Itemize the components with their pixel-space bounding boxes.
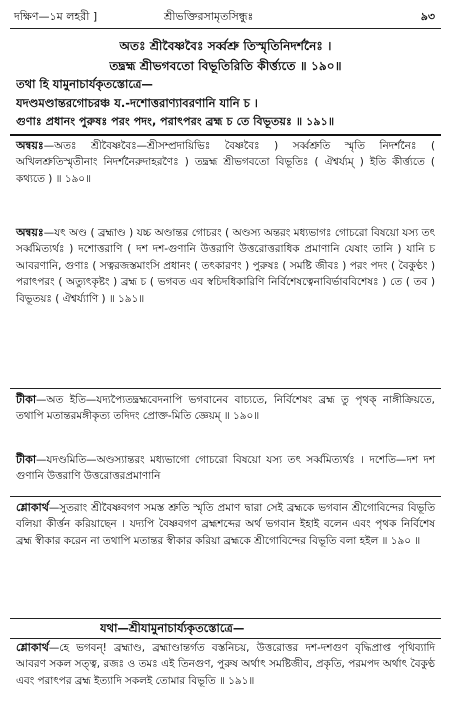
verse-line-5: গুণাঃ প্রধানং পুরুষঃ পরং পদং, পরাৎপরং ব্রহ্ম চ তে বিভূতয়ঃ ॥ ১৯১॥ bbox=[16, 115, 335, 128]
anvaya-block-2 bbox=[16, 225, 435, 391]
verse-intro: তথা হি যামুনাচার্যকৃতস্তোত্রে— bbox=[16, 77, 153, 91]
header-divider bbox=[10, 28, 441, 29]
anvaya-text: —অতঃ শ্রীবৈষ্ণবৈঃ—শ্রীসম্প্রদায়িভিঃ বৈষ্ণবৈঃ ) সর্ব্বশ্রুতি স্মৃতি নিদর্শনৈঃ ( অখিলশ্রুতিস্মৃতীনাং নিদর্শনৈরুদাহরণৈঃ ) তদ্ব্রহ্ম শ্রীভগবতো বিভূতিঃ ( ঐশ্বর্য্যম্ ) ইতি কীর্ত্ত্যতে ( কথ্যতে ) ॥ ১৯০॥ bbox=[16, 140, 435, 185]
tika-text: —যদণ্ডমিতি—অণ্ডস্যান্তরং মধ্যভাগো গোচরো বিষয়ো যস্য তৎ সর্ব্বমিত্যর্থঃ । দশেতি—দশ দশ গুণানি উত্তরাণি উত্তরোত্তরপ্রমাণানি bbox=[16, 454, 435, 483]
section-divider bbox=[10, 638, 441, 639]
anvaya-text: —যৎ অণ্ড ( ব্রহ্মাণ্ড ) যচ্চ অণ্ডান্তর গোচরং ( অণ্ডস্য অন্তরং মধ্যভাগঃ গোচরো বিষয়ো যস্য তৎ সর্ব্বমিত্যর্থঃ ) দশোত্তরাণি ( দশ দশ-গুণানি উত্তরাণি উত্তরোত্তরাধিক প্রমাণানি যেষাং তানি ) যানি চ আবরণানি, গুণাঃ ( সত্বরজস্তমাংসি প্রধানং ( তৎকারণং ) পুরুষঃ ( সমষ্টি জীবঃ ) পরং পদং ( বৈকুণ্ঠং ) পরাৎপরং ( অত্যুৎকৃষ্টং ) ব্রহ্ম চ ( ভগবত এব স্বচিদধিকারিণি নির্বিশেষত্বেনাবির্ভাববিশেষঃ ) তে ( তব ) বিভূতয়ঃ ( ঐশ্বর্য্যাণি ) ॥ ১৯১॥ bbox=[16, 227, 435, 305]
anvaya-block-1 bbox=[16, 138, 435, 222]
book-title: শ্রীভক্তিরসামৃতসিন্ধুঃ bbox=[164, 10, 254, 23]
shlokartha-label: শ্লোকার্থ bbox=[16, 641, 49, 654]
anvaya-label: অন্বয়ঃ bbox=[16, 139, 44, 152]
tika-block-1 bbox=[16, 392, 435, 448]
tika-label: টীকা bbox=[16, 453, 37, 466]
tika-block-2 bbox=[16, 452, 435, 492]
tika-label: টীকা bbox=[16, 393, 37, 406]
shlokartha-text: —হে ভগবন্! ব্রহ্মাণ্ড, ব্রহ্মাণ্ডান্তর্গত বস্তনিচয়, উত্তরোত্তর দশ-দশগুণ বৃদ্ধিপ্রাপ্ত পৃথিব্যাদি আবরণ সকল সত্ত্ব, রজঃ ও তমঃ এই তিনগুণ, পুরুষ অর্থাৎ সমষ্টিজীব, প্রকৃতি, পরমপদ অর্থাৎ বৈকুণ্ঠ এবং পরাৎপর ব্রহ্ম ইত্যাদি সকলই তোমার বিভূতি ॥ ১৯১॥ bbox=[16, 642, 435, 687]
yatha-heading: যথা—শ্রীযামুনাচার্য্যকৃতস্তোত্রে— bbox=[100, 621, 245, 635]
section-divider bbox=[10, 388, 441, 389]
section-divider bbox=[10, 496, 441, 497]
anvaya-label: অন্বয়ঃ bbox=[16, 226, 44, 239]
section-divider bbox=[10, 618, 441, 619]
section-divider bbox=[10, 134, 441, 136]
verse-line-1: অতঃ শ্রীবৈষ্ণবৈঃ সর্ব্বশ্রু তিস্মৃতিনিদর্শনৈঃ । bbox=[119, 39, 332, 53]
shlokartha-block-1 bbox=[16, 500, 435, 616]
verse-line-4: যদণ্ডমণ্ডান্তরগোচরঞ্চ য.-দশোত্তরাণ্যাবরণানি যানি চ । bbox=[16, 96, 258, 110]
verse-line-2: তদ্ব্রহ্ম শ্রীভগবতো বিভূতিরিতি কীর্ত্ত্যতে ॥ ১৯০॥ bbox=[109, 59, 342, 73]
page-header bbox=[14, 8, 437, 26]
tika-text: —অত ইতি—যদ্যপ্যৈতদ্ব্রহ্মবেদনাপি ভগবানেব বাচ্যতে, নির্বিশেষং ব্রহ্ম তু পৃথক্ নাঙ্গীক্রিয়তে, তথাপি মতান্তরমঙ্গীকৃত্য তদিদং প্রোক্ত-মিতি জ্ঞেয়ম্ ॥ ১৯০॥ bbox=[16, 394, 435, 423]
shlokartha-label: শ্লোকার্থ bbox=[16, 501, 49, 514]
chapter-label: দক্ষিণ—১ম লহরী ] bbox=[14, 10, 98, 23]
shlokartha-text: —সুতরাং শ্রীবৈষ্ণবগণ সমস্ত শ্রুতি স্মৃতি প্রমাণ দ্বারা সেই ব্রহ্মকে ভগবান শ্রীগোবিন্দের বিভূতি বলিয়া কীর্ত্তন করিয়াছেন । যদ্যপি বৈষ্ণবগণ ব্রহ্মশব্দের অর্থ ভগবান ইহাই বলেন এবং পৃথক নির্বিশেষ ব্রহ্ম স্বীকার করেন না তথাপি মতান্তর স্বীকার করিয়া ব্রহ্মকে শ্রীগোবিন্দের বিভূতি বলা হইল ॥ ১৯০ ॥ bbox=[16, 502, 435, 547]
page-number: ৯৩ bbox=[420, 10, 435, 23]
shlokartha-block-2 bbox=[16, 640, 435, 706]
